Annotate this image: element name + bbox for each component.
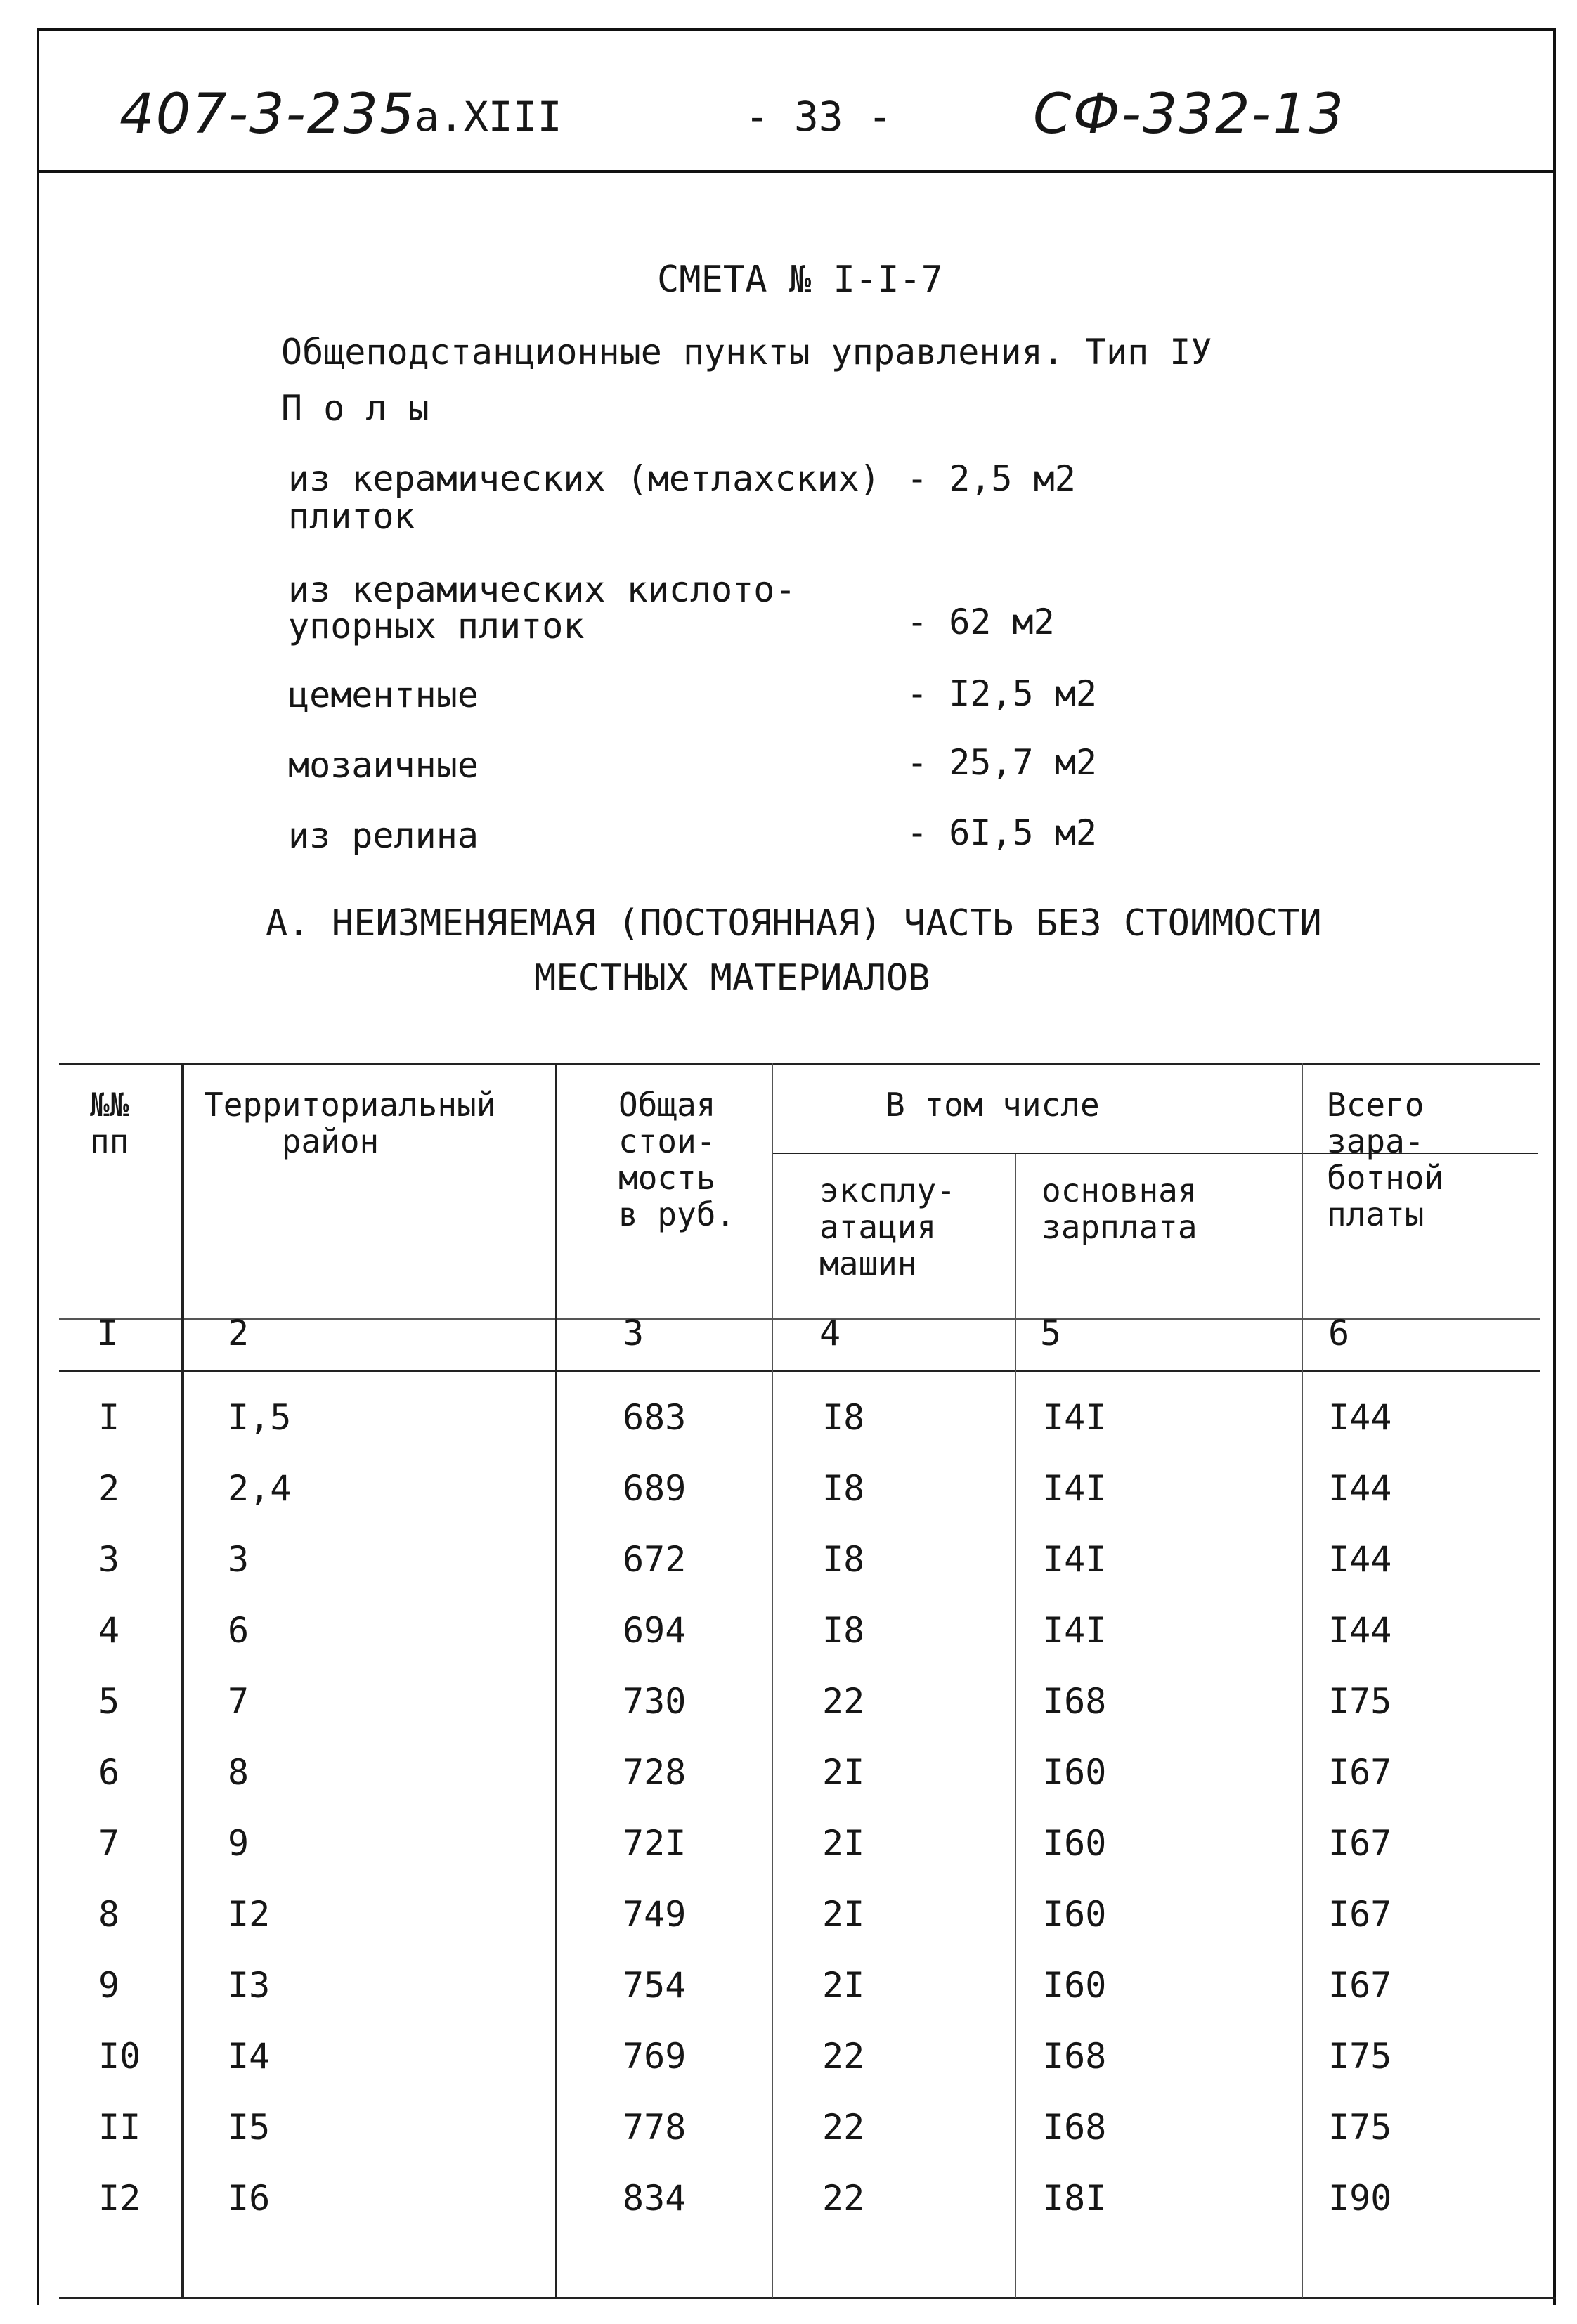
cell-machines: I8 xyxy=(822,1468,865,1509)
cell-total-cost: 749 xyxy=(623,1894,687,1935)
column-divider xyxy=(772,1063,773,2298)
cell-region: I6 xyxy=(228,2178,271,2219)
colnum: 2 xyxy=(228,1313,249,1353)
colnum: I xyxy=(97,1313,119,1353)
cell-total-wages: I67 xyxy=(1328,1823,1392,1864)
cell-machines: 22 xyxy=(822,2107,865,2148)
cell-num: 7 xyxy=(98,1823,120,1864)
table-top-rule xyxy=(59,1063,1540,1065)
colnum: 4 xyxy=(819,1313,841,1353)
cell-num: I2 xyxy=(98,2178,141,2219)
cell-num: 5 xyxy=(98,1681,120,1722)
cell-total-wages: I44 xyxy=(1328,1539,1392,1580)
cell-total-wages: I75 xyxy=(1328,1681,1392,1722)
cell-machines: 2I xyxy=(822,1965,865,2006)
column-divider xyxy=(555,1063,557,2298)
item-name: из керамических (метлахских) xyxy=(288,458,881,499)
cell-salary: I68 xyxy=(1043,2107,1107,2148)
cell-machines: 22 xyxy=(822,1681,865,1722)
cell-region: 8 xyxy=(228,1752,249,1793)
cell-total-wages: I75 xyxy=(1328,2036,1392,2077)
cell-num: 4 xyxy=(98,1610,120,1651)
column-divider xyxy=(1302,1063,1303,2298)
cell-total-cost: 769 xyxy=(623,2036,687,2077)
cell-total-wages: I44 xyxy=(1328,1610,1392,1651)
cell-region: I4 xyxy=(228,2036,271,2077)
item-name-cont: плиток xyxy=(288,496,415,537)
cell-region: 3 xyxy=(228,1539,249,1580)
cell-num: II xyxy=(98,2107,141,2148)
cell-machines: 2I xyxy=(822,1823,865,1864)
cell-salary: I4I xyxy=(1043,1610,1107,1651)
cell-total-cost: 754 xyxy=(623,1965,687,2006)
cell-total-wages: I67 xyxy=(1328,1894,1392,1935)
cell-machines: 22 xyxy=(822,2178,865,2219)
cell-total-wages: I44 xyxy=(1328,1397,1392,1438)
cell-region: I2 xyxy=(228,1894,271,1935)
cell-region: I5 xyxy=(228,2107,271,2148)
cell-salary: I8I xyxy=(1043,2178,1107,2219)
section-title: П о л ы xyxy=(281,388,429,429)
header-including: В том числе xyxy=(885,1086,1100,1124)
colnum: 6 xyxy=(1328,1313,1350,1353)
part-a-title-cont: МЕСТНЫХ МАТЕРИАЛОВ xyxy=(534,957,930,999)
cell-machines: I8 xyxy=(822,1610,865,1651)
cell-total-wages: I67 xyxy=(1328,1965,1392,2006)
cell-machines: 2I xyxy=(822,1894,865,1935)
item-name: мозаичные xyxy=(288,745,479,786)
cell-num: 2 xyxy=(98,1468,120,1509)
cell-machines: I8 xyxy=(822,1539,865,1580)
header-salary: основная зарплата xyxy=(1041,1171,1198,1246)
cell-num: I xyxy=(98,1397,120,1438)
header-region: Территориальный район xyxy=(204,1086,496,1160)
cell-salary: I4I xyxy=(1043,1539,1107,1580)
item-quantity: - 6I,5 м2 xyxy=(907,812,1097,853)
item-name-cont: упорных плиток xyxy=(288,606,585,647)
cell-machines: 22 xyxy=(822,2036,865,2077)
sheet-code: СФ-332-13 xyxy=(1033,83,1346,146)
cell-total-cost: 778 xyxy=(623,2107,687,2148)
item-quantity: - I2,5 м2 xyxy=(907,673,1097,714)
cell-num: 6 xyxy=(98,1752,120,1793)
item-name: цементные xyxy=(288,675,479,715)
header-num: №№ пп xyxy=(90,1086,129,1160)
cell-machines: 2I xyxy=(822,1752,865,1793)
estimate-title: СМЕТА № I-I-7 xyxy=(657,259,943,301)
item-name: из релина xyxy=(288,815,479,856)
item-quantity: - 25,7 м2 xyxy=(907,742,1097,783)
cell-total-cost: 689 xyxy=(623,1468,687,1509)
colnum: 3 xyxy=(623,1313,644,1353)
part-a-title: А. НЕИЗМЕНЯЕМАЯ (ПОСТОЯННАЯ) ЧАСТЬ БЕЗ СТОИМОСТИ xyxy=(266,902,1322,944)
column-divider xyxy=(1015,1154,1016,2298)
colnum-bottom-rule xyxy=(59,1370,1540,1372)
cell-total-wages: I67 xyxy=(1328,1752,1392,1793)
cell-total-wages: I44 xyxy=(1328,1468,1392,1509)
cell-salary: I4I xyxy=(1043,1397,1107,1438)
cell-num: 9 xyxy=(98,1965,120,2006)
cell-salary: I68 xyxy=(1043,2036,1107,2077)
cell-region: 7 xyxy=(228,1681,249,1722)
header-total-wages: Всего зара- ботной платы xyxy=(1327,1086,1444,1233)
cell-salary: I4I xyxy=(1043,1468,1107,1509)
cell-total-cost: 730 xyxy=(623,1681,687,1722)
page-number: - 33 - xyxy=(745,93,893,141)
document-code: 407-3-235 xyxy=(119,83,416,146)
cell-total-wages: I75 xyxy=(1328,2107,1392,2148)
cell-region: I,5 xyxy=(228,1397,292,1438)
cell-total-cost: 672 xyxy=(623,1539,687,1580)
estimate-subtitle: Общеподстанционные пункты управления. Тип IУ xyxy=(281,332,1212,372)
cell-salary: I60 xyxy=(1043,1965,1107,2006)
colnum: 5 xyxy=(1040,1313,1062,1353)
cell-region: I3 xyxy=(228,1965,271,2006)
cell-total-wages: I90 xyxy=(1328,2178,1392,2219)
cell-num: 8 xyxy=(98,1894,120,1935)
cell-num: I0 xyxy=(98,2036,141,2077)
cell-salary: I60 xyxy=(1043,1752,1107,1793)
header-total-cost: Общая стои- мость в руб. xyxy=(618,1086,736,1233)
cell-region: 9 xyxy=(228,1823,249,1864)
cell-num: 3 xyxy=(98,1539,120,1580)
cell-region: 6 xyxy=(228,1610,249,1651)
cell-total-cost: 834 xyxy=(623,2178,687,2219)
header-machines: эксплу- атация машин xyxy=(819,1171,956,1283)
table-bottom-rule xyxy=(59,2297,1556,2299)
cell-salary: I60 xyxy=(1043,1894,1107,1935)
item-name: из керамических кислото- xyxy=(288,569,796,610)
cell-salary: I68 xyxy=(1043,1681,1107,1722)
column-divider xyxy=(181,1063,184,2298)
header-divider xyxy=(37,170,1556,173)
item-quantity: - 62 м2 xyxy=(907,602,1055,642)
cell-total-cost: 728 xyxy=(623,1752,687,1793)
item-quantity: - 2,5 м2 xyxy=(907,458,1076,499)
cell-machines: I8 xyxy=(822,1397,865,1438)
cell-total-cost: 72I xyxy=(623,1823,687,1864)
album-number: а.XIII xyxy=(415,93,562,141)
cell-salary: I60 xyxy=(1043,1823,1107,1864)
cell-total-cost: 683 xyxy=(623,1397,687,1438)
colnum-top-rule xyxy=(59,1318,1540,1320)
cell-total-cost: 694 xyxy=(623,1610,687,1651)
cell-region: 2,4 xyxy=(228,1468,292,1509)
